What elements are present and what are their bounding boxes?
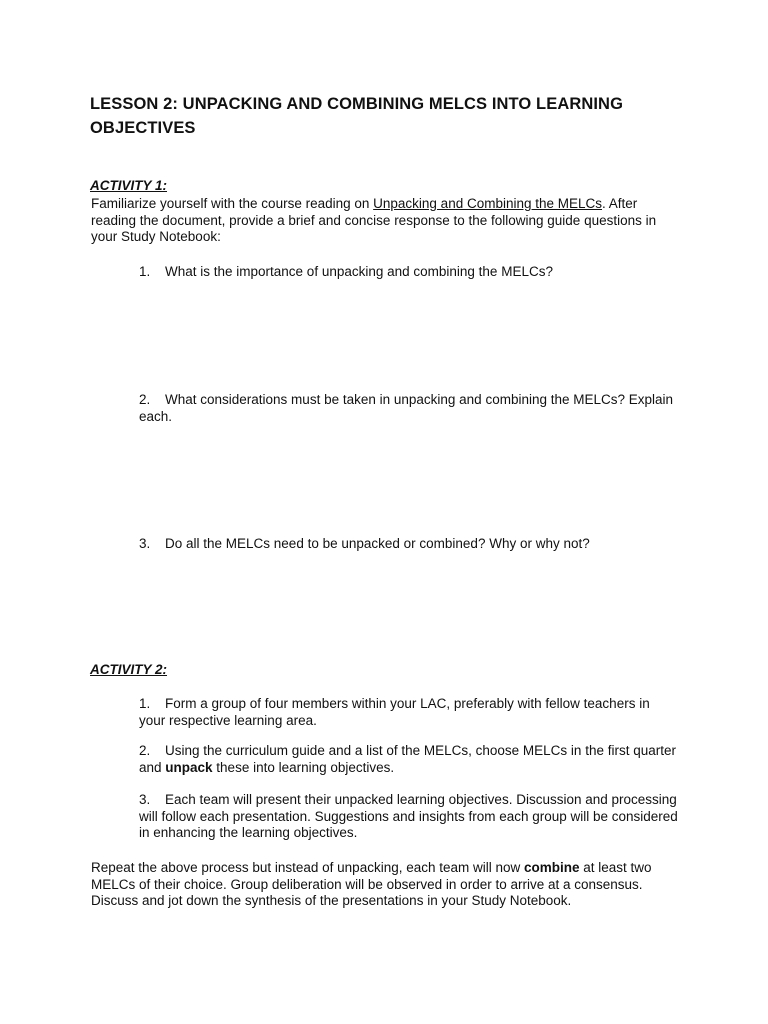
question-text: What considerations must be taken in unpacking and combining the MELCs? Explain each. (139, 392, 674, 424)
closing-text-end: at least two MELCs of their choice. Group deliberation will be observed in order to arrive at a consensus. Discuss and jot down the synthesis of the presentations in your Study Notebook. (91, 860, 652, 908)
closing-bold-keyword: combine (524, 860, 580, 875)
step-text: Each team will present their unpacked learning objectives. Discussion and processing will follow each presentation. Suggestions and insights from each group will be considered in enhancing the learning objectives. (139, 792, 678, 840)
step-text-end: these into learning objectives. (212, 759, 395, 775)
question-text: What is the importance of unpacking and combining the MELCs? (165, 264, 553, 279)
question-2 (139, 392, 679, 425)
question-number: 2. (139, 392, 151, 407)
step-3 (139, 792, 679, 842)
step-number: 2. (139, 743, 151, 758)
question-1 (139, 264, 679, 281)
activity-1-intro-text-end: . After reading the document, provide a brief and concise response to the following guide questions in your Study Notebook: (91, 196, 657, 244)
closing-text: Repeat the above process but instead of unpacking, each team will now (91, 860, 525, 875)
step-number: 1. (139, 696, 151, 711)
step-text: Using the curriculum guide and a list of the MELCs, choose MELCs in the first quarter and (139, 743, 676, 775)
question-3 (139, 536, 679, 553)
step-2 (139, 743, 679, 776)
lesson-title: LESSON 2: UNPACKING AND COMBINING MELCS INTO LEARNING OBJECTIVES (90, 95, 624, 137)
question-text: Do all the MELCs need to be unpacked or combined? Why or why not? (165, 536, 590, 551)
question-number: 3. (139, 536, 151, 551)
activity-2-heading: ACTIVITY 2: (90, 662, 168, 677)
step-bold-keyword: unpack (165, 759, 213, 775)
activity-1-intro (91, 196, 681, 246)
step-1 (139, 696, 679, 729)
activity-1-heading: ACTIVITY 1: (90, 178, 168, 193)
course-reading-link[interactable]: Unpacking and Combining the MELCs (373, 196, 603, 211)
question-number: 1. (139, 264, 151, 279)
step-text: Form a group of four members within your LAC, preferably with fellow teachers in your respective learning area. (139, 696, 650, 728)
activity-2-closing (91, 860, 681, 910)
activity-1-intro-text: Familiarize yourself with the course reading on (91, 196, 374, 211)
step-number: 3. (139, 792, 151, 807)
